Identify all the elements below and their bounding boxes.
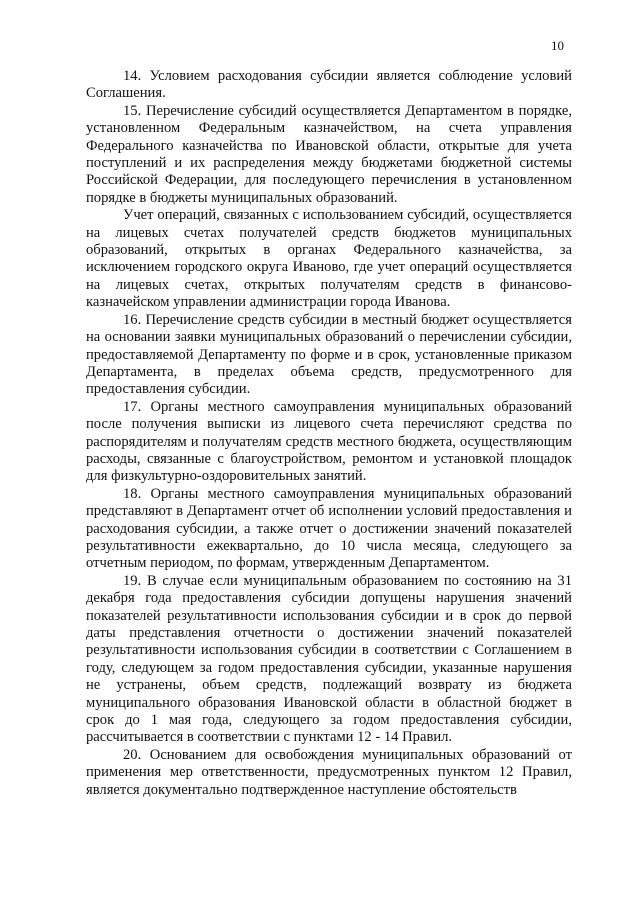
paragraph-19: 19. В случае если муниципальным образованием по состоянию на 31 декабря года предоставления субсидии допущены нарушения значений показателей результативности использования субсидии и в срок до первой даты представления отчетности о достижении значений показателей результативности использования субсидии в соответствии с Соглашением в году, следующем за годом предоставления субсидии, указанные нарушения не устранены, объем средств, подлежащий возврату из бюджета муниципального образования Ивановской области в областной бюджет в срок до 1 мая года, следующего за годом предоставления субсидии, рассчитывается в соответствии с пунктами 12 - 14 Правил.: [86, 572, 572, 746]
paragraph-14: 14. Условием расходования субсидии является соблюдение условий Соглашения.: [86, 68, 572, 102]
paragraph-15: 15. Перечисление субсидий осуществляется Департаментом в порядке, установленном Федеральным казначейством, на счета управления Федерального казначейства по Ивановской области, открытые для учета поступлений и их распределения между бюджетами бюджетной системы Российской Федерации, для последующего перечисления в установленном порядке в бюджеты муниципальных образований.: [86, 102, 572, 206]
document-body: [86, 68, 572, 799]
paragraph-16: 16. Перечисление средств субсидии в местный бюджет осуществляется на основании заявки муниципальных образований о перечислении субсидии, предоставляемой Департаменту по форме и в срок, установленные приказом Департамента, в пределах объема средств, предусмотренного для предоставления субсидии.: [86, 311, 572, 398]
paragraph-18: 18. Органы местного самоуправления муниципальных образований представляют в Департамент отчет об исполнении условий предоставления и расходования субсидии, а также отчет о достижении значений показателей результативности ежеквартально, до 10 числа месяца, следующего за отчетным периодом, по формам, утвержденным Департаментом.: [86, 485, 572, 572]
paragraph-15-accounting: Учет операций, связанных с использованием субсидий, осуществляется на лицевых счетах получателей средств бюджетов муниципальных образований, открытых в органах Федерального казначейства, за исключением городского округа Иваново, где учет операций осуществляется на лицевых счетах, открытых получателям средств в финансово-казначейском управлении администрации города Иванова.: [86, 207, 572, 311]
page-number: 10: [551, 38, 564, 53]
paragraph-17: 17. Органы местного самоуправления муниципальных образований после получения выписки из лицевого счета перечисляют средства по распорядителям и получателям средств местного бюджета, осуществляющим расходы, связанные с благоустройством, ремонтом и установкой площадок для физкультурно-оздоровительных занятий.: [86, 398, 572, 485]
paragraph-20: 20. Основанием для освобождения муниципальных образований от применения мер ответственности, предусмотренных пунктом 12 Правил, является документально подтвержденное наступление обстоятельств: [86, 746, 572, 798]
